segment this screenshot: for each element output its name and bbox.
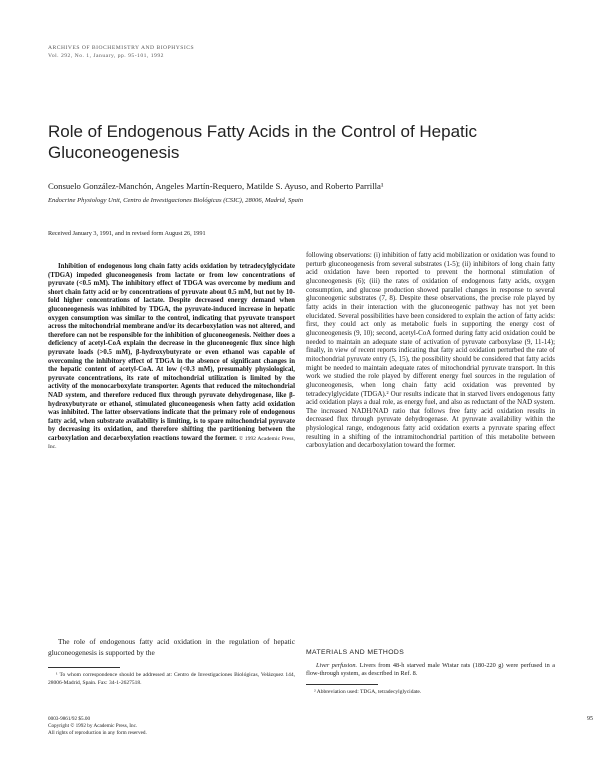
right-column-text: following observations: (i) inhibition of fatty acid mobilization or oxidation was found to perturb gluconeogenesis from several substrates (1-5); (ii) inhibitors of long chain fatty acid oxidation have been reported to prevent the hormonal stimulation of gluconeogenesis (6); (iii) the rates of oxidation of endogenous fatty acids, oxygen consumption, and glucose production showed parallel changes in response to several gluconeogenic substrates (7, 8). Despite these observations, the precise role played by fatty acids in their interaction with the gluconeogenic pathway has not yet been elucidated. Several possibilities have been considered to explain the action of fatty acids: first, they could act only as metabolic fuels in supporting the energy cost of gluconeogenesis (9, 10); second, acetyl-CoA formed during fatty acid oxidation could be needed to maintain an adequate state of activation of pyruvate carboxylase (9, 11-14); finally, in view of recent reports indicating that fatty acid oxidation perturbed the rate of mitochondrial pyruvate entry (5, 15), the possibility should be considered that fatty acids might be needed to maintain adequate rates of mitochondrial pyruvate transport. In this work we studied the role played by different energy fuel sources in the regulation of gluconeogenesis, when long chain fatty acid oxidation was prevented by tetradecylglycidate (TDGA).² Our results indicate that in starved livers endogenous fatty acid oxidation plays a dual role, as energy fuel, and also as reductant of the NAD system. The increased NADH/NAD ratio that follows free fatty acid oxidation results in decreased flux through pyruvate dehydrogenase. At pyruvate availability within the physiological range, endogenous fatty acid oxidation exerts a pyruvate sparing effect resulting in a shifting of the intramitochondrial partition of this metabolite between carboxylation and decarboxylation toward the former. — [306, 251, 555, 450]
footnote-divider-left — [48, 667, 120, 668]
footnote-abbreviation: ² Abbreviation used: TDGA, tetradecylglycidate. — [314, 689, 422, 695]
page-number: 95 — [587, 716, 593, 722]
abstract-publisher-note: © 1992 Academic Press, Inc. — [48, 435, 295, 451]
journal-header — [48, 44, 194, 60]
copyright-line: Copyright © 1992 by Academic Press, Inc. — [48, 723, 138, 730]
methods-heading: MATERIALS AND METHODS — [306, 649, 405, 656]
footnote-correspondence: ¹ To whom correspondence should be addressed at: Centro de Investigaciones Biológicas, Velázquez 144, 28006-Madrid, Spain. Fax: 34-1-2627518. — [48, 672, 295, 686]
author-list: Consuelo González-Manchón, Angeles Martín-Requero, Matilde S. Ayuso, and Roberto Parrilla¹ — [48, 181, 384, 191]
footnote-divider-right — [306, 684, 378, 685]
intro-paragraph: The role of endogenous fatty acid oxidation in the regulation of hepatic gluconeogenesis is supported by the — [48, 637, 295, 657]
abstract — [48, 263, 295, 452]
copyright-block — [48, 716, 295, 738]
methods-paragraph — [306, 662, 555, 678]
methods-subhead: Liver perfusion. — [316, 662, 358, 669]
journal-name: ARCHIVES OF BIOCHEMISTRY AND BIOPHYSICS — [48, 45, 195, 51]
rights-line: All rights of reproduction in any form reserved. — [48, 730, 147, 737]
received-dates: Received January 3, 1991, and in revised form August 26, 1991 — [48, 230, 206, 237]
issn-line: 0003-9861/92 $5.00 — [48, 716, 91, 722]
paper-title: Role of Endogenous Fatty Acids in the Control of Hepatic Gluconeogenesis — [48, 122, 478, 162]
methods-text: Livers from 48-h starved male Wistar rats (180-220 g) were perfused in a flow-through system, as described in Ref. 8. — [306, 662, 555, 678]
abstract-text: Inhibition of endogenous long chain fatty acids oxidation by tetradecylglycidate (TDGA) impeded gluconeogenesis from lactate or from low concentrations of pyruvate (<0.5 mM). The inhibitory effect of TDGA was overcome by medium and short chain fatty acid or by concentrations of pyruvate about 0.5 mM, but not by 10-fold higher concentrations of lactate. Despite decreased energy demand when gluconeogenesis was inhibited by TDGA, the pyruvate-induced increase in hepatic oxygen consumption was similar to the control, indicating that pyruvate transport across the mitochondrial membrane and/or its decarboxylation was not altered, and therefore can not be responsible for the inhibition of gluconeogenesis. Neither does a deficiency of acetyl-CoA explain the decrease in the gluconeogenic flux since high pyruvate loads (>0.5 mM), β-hydroxybutyrate or even ethanol was capable of overcoming the inhibitory effect of TDGA in the absence of significant changes in the hepatic content of acetyl-CoA. At low (<0.3 mM), presumably physiological, pyruvate concentrations, its rate of mitochondrial utilization is limited by the activity of the monocarboxylate transporter. Agents that reduced the mitochondrial NAD system, and therefore reduced flux through pyruvate dehydrogenase, like β-hydroxybutyrate or ethanol, stimulated gluconeogenesis when fatty acid oxidation was inhibited. The latter observations indicate that the primary role of endogenous fatty acid, when substrate availability is limiting, is to spare mitochondrial pyruvate by decreasing its oxidation, and therefore shifting the partitioning between the carboxylation and decarboxylation reactions toward the former. — [48, 263, 295, 442]
affiliation: Endocrine Physiology Unit, Centro de Investigaciones Biológicas (CSIC), 28006, Madrid, Spain — [48, 197, 304, 204]
journal-issue: Vol. 292, No. 1, January, pp. 95-101, 1992 — [48, 53, 164, 59]
